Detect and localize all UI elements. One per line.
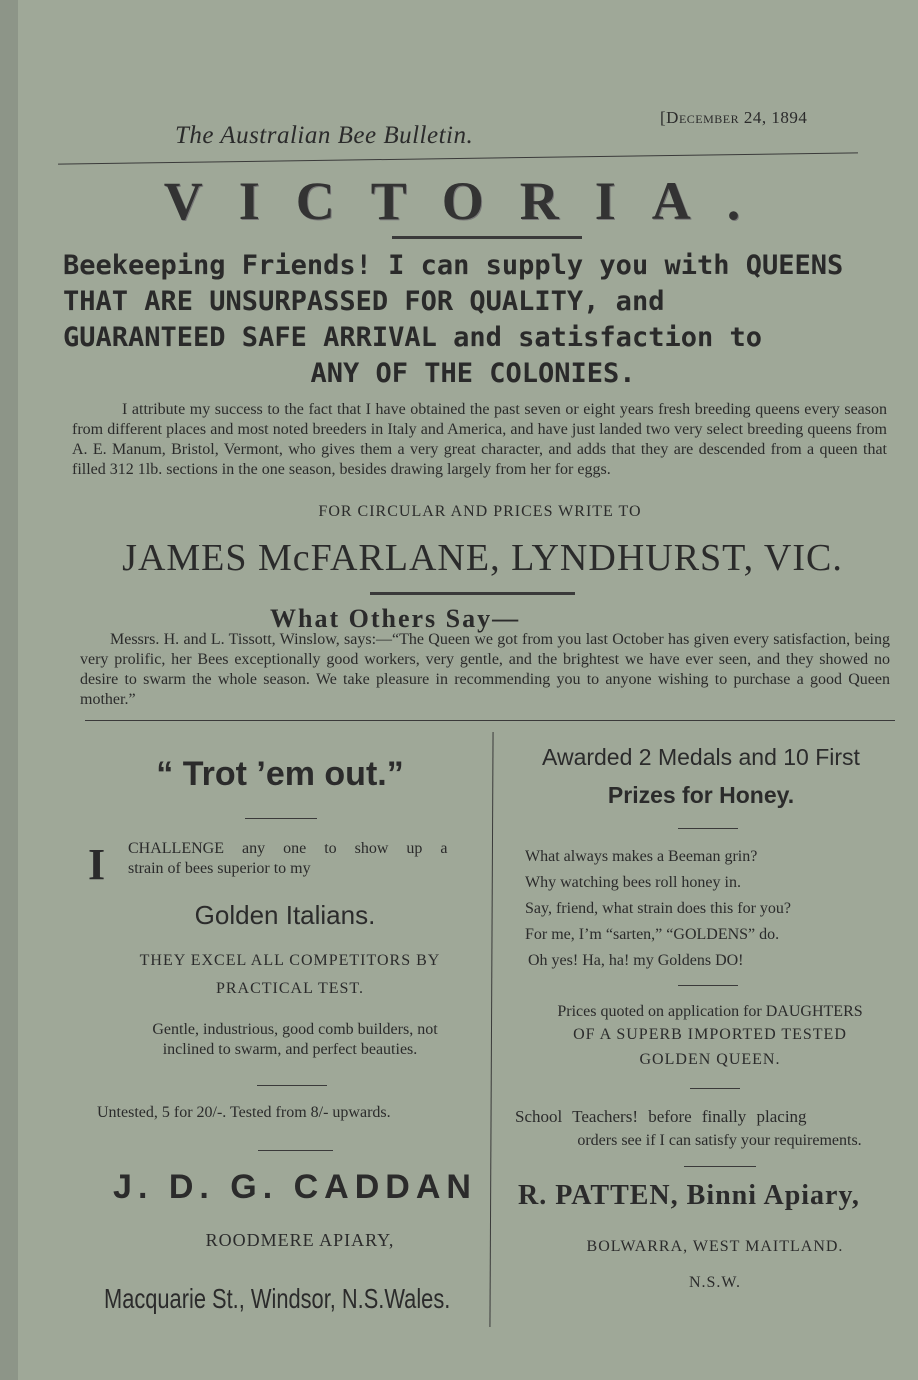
- golden-italians: Golden Italians.: [194, 900, 376, 930]
- verse-line-5: Oh yes! Ha, ha! my Goldens DO!: [528, 952, 744, 969]
- prices-quoted-line-2: OF A SUPERB IMPORTED TESTED: [573, 1026, 847, 1043]
- drop-cap: I: [88, 840, 106, 889]
- headline-line-3: GUARANTEED SAFE ARRIVAL and satisfaction to: [63, 322, 762, 353]
- teachers-line-1: School Teachers! before finally placing: [515, 1107, 807, 1126]
- headline-line-2: THAT ARE UNSURPASSED FOR QUALITY, and: [63, 286, 665, 317]
- victoria-heading: VICTORIA.: [163, 171, 777, 231]
- advertiser-name: JAMES McFARLANE, LYNDHURST, VIC.: [122, 537, 843, 579]
- trot-rule: [245, 818, 317, 819]
- prices-quoted-line-1: Prices quoted on application for DAUGHTERS: [557, 1003, 863, 1020]
- verse-line-4: For me, I’m “sarten,” “GOLDENS” do.: [525, 926, 780, 943]
- write-to-line: FOR CIRCULAR AND PRICES WRITE TO: [318, 503, 642, 520]
- teachers-line-2: orders see if I can satisfy your requirements.: [577, 1132, 862, 1149]
- section-rule: [85, 720, 895, 721]
- excel-line-1: THEY EXCEL ALL COMPETITORS BY: [139, 952, 441, 969]
- prices-quoted-line-3: GOLDEN QUEEN.: [639, 1051, 781, 1068]
- header-rule: [58, 152, 858, 164]
- advertiser-underline: [370, 592, 575, 595]
- gentle-line-1: Gentle, industrious, good comb builders, not: [152, 1021, 438, 1038]
- roodmere-apiary: ROODMERE APIARY,: [205, 1230, 395, 1250]
- challenge-line-1: CHALLENGE any one to show up a: [128, 840, 448, 857]
- gentle-line-2: inclined to swarm, and perfect beauties.: [162, 1041, 418, 1058]
- patten-address-line-2: N.S.W.: [688, 1274, 742, 1291]
- victoria-paragraph: I attribute my success to the fact that I have obtained the past seven or eight years fresh breeding queens every season from different places and most noted breeders in Italy and America, and have just landed two very select breeding queens from A. E. Manum, Bristol, Vermont, who gives them a very great character, and adds that they are descended from a queen that filled 312 1lb. sections in the one season, besides drawing largely from her for eggs.: [72, 401, 887, 478]
- verse-line-2: Why watching bees roll honey in.: [525, 874, 741, 891]
- publication-title: The Australian Bee Bulletin.: [175, 122, 474, 149]
- testimonial-paragraph: Messrs. H. and L. Tissott, Winslow, says:—“The Queen we got from you last October has given every satisfaction, being very prolific, her Bees exceptionally good workers, very gentle, and the brightest we have ever seen, and they showed no desire to swarm the whole season. We take pleasure in recommending you to anyone wishing to purchase a good Queen mother.”: [80, 631, 890, 708]
- patten-address-line-1: BOLWARRA, WEST MAITLAND.: [586, 1238, 844, 1255]
- excel-line-2: PRACTICAL TEST.: [215, 980, 365, 997]
- headline-line-1: Beekeeping Friends! I can supply you with QUEENS: [63, 250, 844, 281]
- issue-date: [December 24, 1894: [660, 108, 808, 127]
- challenge-line-2: strain of bees superior to my: [128, 860, 311, 877]
- prices-rule: [258, 1150, 333, 1151]
- gentle-rule: [257, 1085, 327, 1086]
- caddan-prices: Untested, 5 for 20/-. Tested from 8/- upwards.: [97, 1104, 391, 1121]
- award-line-1: Awarded 2 Medals and 10 First: [542, 744, 860, 770]
- caddan-name: J. D. G. CADDAN: [113, 1168, 477, 1206]
- verse-line-1: What always makes a Beeman grin?: [525, 848, 758, 865]
- prices-quoted-rule: [690, 1088, 740, 1089]
- verse-rule: [678, 985, 738, 986]
- headline-line-4: ANY OF THE COLONIES.: [310, 358, 636, 389]
- award-rule: [678, 828, 738, 829]
- teachers-rule: [684, 1166, 756, 1167]
- caddan-address: Macquarie St., Windsor, N.S.Wales.: [104, 1283, 451, 1314]
- patten-name: R. PATTEN, Binni Apiary,: [518, 1180, 860, 1211]
- what-others-say-heading: What Others Say—: [270, 604, 521, 633]
- award-line-2: Prizes for Honey.: [607, 782, 795, 808]
- trot-em-out-heading: “ Trot ’em out.”: [156, 755, 404, 793]
- verse-line-3: Say, friend, what strain does this for you?: [525, 900, 792, 917]
- victoria-underline: [392, 236, 582, 239]
